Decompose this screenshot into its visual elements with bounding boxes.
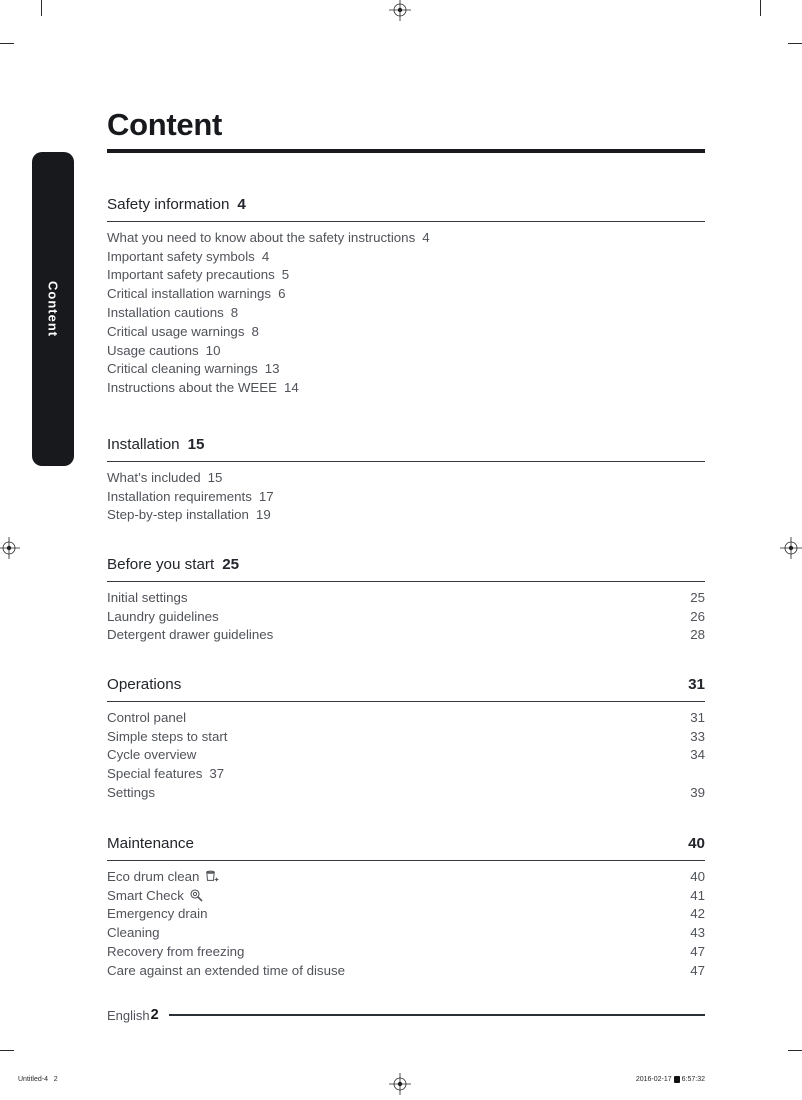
registration-mark-left	[0, 537, 20, 564]
toc-entry	[107, 360, 705, 379]
page-footer	[107, 1007, 705, 1023]
toc-entry-page: 25	[690, 589, 705, 605]
toc-entry	[107, 905, 705, 924]
toc-entry-label: Cycle overview	[107, 747, 197, 763]
toc-entry	[107, 322, 705, 341]
toc-entry-label: Simple steps to start	[107, 728, 228, 744]
toc-entry-label: Important safety precautions	[107, 267, 275, 283]
toc-entry-page: 41	[690, 887, 705, 903]
footer-page-number: 2	[150, 1007, 159, 1023]
toc-entry-page: 42	[690, 906, 705, 922]
toc-entry-page: 26	[690, 608, 705, 624]
toc-entry	[107, 626, 705, 645]
section-heading	[107, 196, 705, 222]
print-meta-time: 6:57:32	[681, 1076, 705, 1083]
page-title: Content	[107, 107, 222, 142]
toc-entry-page: 8	[230, 305, 239, 321]
toc-entry-page: 15	[207, 469, 223, 485]
toc-entry	[107, 588, 705, 607]
footer-language: English	[107, 1007, 150, 1023]
section-page-number: 40	[688, 835, 705, 852]
crop-mark-top-right-v	[760, 0, 761, 16]
print-meta-left: Untitled-4 2	[18, 1076, 58, 1083]
section-heading	[107, 436, 705, 462]
toc-entry	[107, 247, 705, 266]
toc-entry-label: Control panel	[107, 709, 187, 725]
toc-entry-page: 37	[209, 766, 225, 782]
toc-entry-label: Recovery from freezing	[107, 944, 245, 960]
toc-entry-label: Detergent drawer guidelines	[107, 627, 274, 643]
toc-entry	[107, 764, 705, 783]
toc-entry-label: Critical cleaning warnings	[107, 361, 258, 377]
toc-entry	[107, 228, 705, 247]
printer-icon	[674, 1076, 680, 1083]
toc-entry-page: 8	[251, 323, 259, 339]
toc-entry-label: Instructions about the WEEE	[107, 380, 277, 396]
toc-entry	[107, 783, 705, 802]
section-heading	[107, 835, 705, 861]
toc-entry-label: What’s included	[107, 469, 201, 485]
toc-entry-label: Emergency drain	[107, 906, 208, 922]
toc-entry-label: Installation requirements	[107, 488, 252, 504]
toc-section	[107, 835, 705, 980]
toc-entry	[107, 468, 705, 487]
crop-mark-bottom-right-h	[788, 1050, 802, 1051]
toc-section	[107, 676, 705, 802]
toc-entry	[107, 961, 705, 980]
section-heading	[107, 676, 705, 702]
crop-mark-top-left-v	[41, 0, 42, 16]
toc-entry	[107, 886, 705, 905]
toc-entry-page: 4	[261, 248, 270, 264]
toc-entry-label: Initial settings	[107, 589, 188, 605]
toc-entry-page: 5	[281, 267, 290, 283]
section-title: Operations	[107, 676, 182, 693]
eco-drum-clean-icon	[204, 869, 220, 884]
toc-entry	[107, 266, 705, 285]
toc-entry-label: Important safety symbols	[107, 248, 255, 264]
section-page-number: 15	[187, 436, 205, 453]
crop-mark-top-right-h	[788, 43, 802, 44]
toc-entry-label: Smart Check	[107, 887, 184, 903]
toc-entry-label: Usage cautions	[107, 342, 199, 358]
toc-entry-page: 4	[422, 229, 430, 245]
toc-entry-page: 14	[284, 380, 299, 396]
toc-entry-label: Step-by-step installation	[107, 507, 249, 523]
section-title: Safety information	[107, 196, 230, 213]
toc-entry	[107, 284, 705, 303]
toc-entry-label: Care against an extended time of disuse	[107, 962, 346, 978]
smart-check-icon	[189, 888, 204, 903]
section-heading	[107, 556, 705, 582]
toc-entry-page: 10	[205, 342, 221, 358]
print-meta-right	[636, 1076, 705, 1083]
toc-entry	[107, 341, 705, 360]
toc-entry-label: Settings	[107, 785, 156, 801]
toc-entry-page: 40	[690, 868, 705, 884]
toc-entry	[107, 487, 705, 506]
toc-entry	[107, 708, 705, 727]
crop-mark-top-left-h	[0, 43, 14, 44]
section-page-number: 31	[688, 676, 705, 693]
toc-entry-label: Critical installation warnings	[107, 286, 272, 302]
toc-entry	[107, 746, 705, 765]
toc-entry-page: 34	[690, 747, 705, 763]
toc-entry-label: Laundry guidelines	[107, 608, 219, 624]
section-title: Before you start	[107, 556, 215, 573]
chapter-side-tab-label: Content	[45, 280, 61, 338]
toc-entry-page: 19	[255, 507, 271, 523]
toc-entry-page: 33	[690, 728, 705, 744]
toc-entry-label: Eco drum clean	[107, 868, 200, 884]
crop-mark-bottom-left-h	[0, 1050, 14, 1051]
toc-entry-page: 39	[690, 785, 705, 801]
toc-entry	[107, 607, 705, 626]
toc-entry-label: Installation cautions	[107, 305, 224, 321]
print-meta-date: 2016-02-17	[635, 1076, 672, 1083]
toc-entry-page: 47	[690, 962, 705, 978]
section-title: Maintenance	[107, 835, 194, 852]
toc-entry	[107, 506, 705, 525]
section-page-number: 25	[222, 556, 240, 573]
registration-mark-right	[780, 537, 802, 564]
toc-section	[107, 436, 705, 524]
toc-entry-page: 17	[258, 488, 274, 504]
toc-entry	[107, 727, 705, 746]
toc-entry-page: 28	[690, 627, 705, 643]
toc-sections	[107, 0, 705, 1096]
toc-entry	[107, 867, 705, 886]
toc-entry	[107, 378, 705, 397]
section-page-number: 4	[237, 196, 246, 213]
toc-entry	[107, 923, 705, 942]
chapter-side-tab	[32, 152, 74, 466]
toc-entry-page: 31	[690, 709, 705, 725]
toc-entry-page: 13	[264, 361, 280, 377]
footer-rule	[169, 1014, 705, 1016]
toc-entry-page: 43	[690, 925, 705, 941]
toc-entry-label: Critical usage warnings	[107, 323, 245, 339]
toc-section	[107, 556, 705, 644]
toc-entry-label: What you need to know about the safety instructions	[107, 229, 416, 245]
toc-entry-label: Cleaning	[107, 925, 160, 941]
toc-entry	[107, 942, 705, 961]
section-title: Installation	[107, 436, 180, 453]
toc-section	[107, 196, 705, 397]
toc-entry-page: 47	[690, 944, 705, 960]
toc-entry-page: 6	[278, 286, 286, 302]
toc-entry	[107, 303, 705, 322]
toc-entry-label: Special features	[107, 766, 203, 782]
